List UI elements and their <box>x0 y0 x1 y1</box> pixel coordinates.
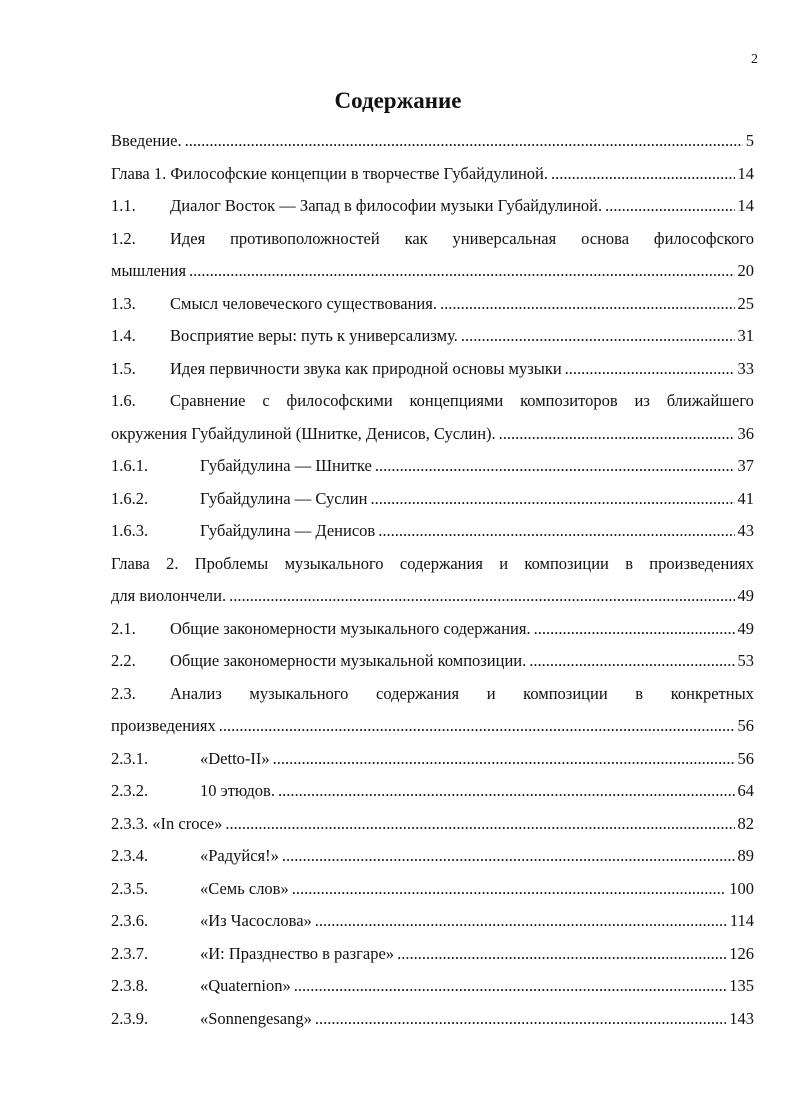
toc-entry-page: 126 <box>729 943 754 963</box>
toc-entry-number: 2.3.7. <box>111 943 149 963</box>
toc-entry-page: 143 <box>729 1008 754 1028</box>
toc-word: произведениях <box>649 553 754 573</box>
toc-entry-text: Губайдулина — Шнитке <box>200 456 372 475</box>
dot-leader <box>565 359 735 379</box>
toc-entry-page: 49 <box>737 618 754 638</box>
toc-entry-text: Глава 1. Философские концепции в творчестве Губайдулиной. <box>111 163 548 183</box>
toc-word: Глава <box>111 553 150 573</box>
dot-leader <box>315 911 727 931</box>
toc-entry-number: 1.2. <box>111 228 136 248</box>
toc-entry-page: 31 <box>737 326 754 345</box>
toc-entry-page: 14 <box>737 163 754 183</box>
toc-word: как <box>404 228 428 248</box>
toc-entry-2-2[interactable] <box>111 651 754 684</box>
toc-entry-number: 2.3. <box>111 683 136 703</box>
toc-entry-number: 2.2. <box>111 651 136 670</box>
toc-entry-1-6-2[interactable] <box>111 489 754 522</box>
toc-entry-2-1[interactable] <box>111 619 754 652</box>
toc-entry-text: Общие закономерности музыкального содержания. <box>170 618 531 638</box>
toc-word: противоположностей <box>230 228 380 248</box>
toc-word: музыкального <box>284 553 384 573</box>
dot-leader <box>185 131 743 151</box>
toc-entry-text: Общие закономерности музыкальной композиции. <box>170 651 527 670</box>
toc-entry-page: 33 <box>737 358 754 378</box>
toc-word: основа <box>581 228 630 248</box>
dot-leader <box>294 976 727 996</box>
toc-word: и <box>499 553 509 573</box>
dot-leader <box>378 521 734 541</box>
dot-leader <box>375 456 735 476</box>
toc-entry-number: 1.6.2. <box>111 488 149 508</box>
toc-entry-text: «Из Часослова» <box>200 911 312 930</box>
toc-entry-number: 2.3.1. <box>111 748 149 768</box>
dot-leader <box>397 944 726 964</box>
toc-entry-page: 36 <box>737 423 754 443</box>
toc-entry-number: 2.1. <box>111 618 136 638</box>
toc-entry-text: «Радуйся!» <box>200 846 279 865</box>
dot-leader <box>282 846 735 866</box>
dot-leader <box>219 716 735 736</box>
dot-leader <box>292 879 727 899</box>
toc-entry-number: 1.5. <box>111 358 136 378</box>
toc-word: и <box>486 683 496 703</box>
toc-word: в <box>625 553 633 573</box>
toc-entry-number: 1.6. <box>111 391 136 410</box>
toc-word: универсальная <box>452 228 557 248</box>
toc-entry-number: 2.3.6. <box>111 911 149 930</box>
toc-entry-number: 2.3.8. <box>111 976 149 995</box>
toc-entry-number: 2.3.5. <box>111 878 149 898</box>
toc-word: Сравнение <box>170 391 246 410</box>
dot-leader <box>278 781 735 801</box>
toc-entry-page: 49 <box>737 586 754 605</box>
toc-entry-1-6[interactable] <box>111 391 754 456</box>
toc-entry-number: 1.6.1. <box>111 456 149 475</box>
toc-entry-text: Смысл человеческого существования. <box>170 293 437 313</box>
toc-entry-page: 14 <box>737 196 754 215</box>
dot-leader <box>189 261 734 281</box>
toc-entry-chapter-1[interactable] <box>111 164 754 197</box>
toc-entry-page: 56 <box>737 748 754 768</box>
toc-entry-text: «Семь слов» <box>200 878 289 898</box>
table-of-contents <box>111 131 754 1041</box>
toc-entry-text: «И: Празднество в разгаре» <box>200 943 395 963</box>
toc-entry-chapter-2[interactable] <box>111 554 754 619</box>
dot-leader <box>273 749 735 769</box>
toc-entry-text-continued: для виолончели. <box>111 586 227 605</box>
toc-entry-number: 1.1. <box>111 196 136 215</box>
toc-word: философскими <box>286 391 393 410</box>
dot-leader <box>370 489 734 509</box>
toc-entry-page: 43 <box>737 521 754 540</box>
toc-entry-page: 89 <box>737 846 754 865</box>
toc-entry-page: 25 <box>737 293 754 313</box>
toc-entry-2-3-9[interactable] <box>111 1009 754 1042</box>
toc-entry-2-3-8[interactable] <box>111 976 754 1009</box>
toc-entry-2-3-2[interactable] <box>111 781 754 814</box>
toc-word: ближайшего <box>666 391 754 410</box>
toc-entry-text: Введение. <box>111 131 182 150</box>
toc-word: содержания <box>399 553 483 573</box>
toc-entry-text: Губайдулина — Суслин <box>200 488 368 508</box>
dot-leader <box>225 814 734 834</box>
toc-entry-1-1[interactable] <box>111 196 754 229</box>
toc-word: музыкального <box>249 683 349 703</box>
dot-leader <box>605 196 734 216</box>
toc-entry-number: 2.3.4. <box>111 846 149 865</box>
toc-entry-page: 64 <box>737 781 754 800</box>
toc-entry-text: 10 этюдов. <box>200 781 275 800</box>
toc-entry-page: 114 <box>729 911 754 930</box>
toc-entry-1-2[interactable] <box>111 229 754 294</box>
toc-word: Идея <box>170 228 206 248</box>
toc-entry-2-3-4[interactable] <box>111 846 754 879</box>
toc-entry-page: 37 <box>737 456 754 475</box>
toc-word: концепциями <box>409 391 504 410</box>
page-number: 2 <box>751 52 758 67</box>
toc-entry-page: 20 <box>737 261 754 280</box>
dot-leader <box>551 164 735 184</box>
toc-entry-2-3-3[interactable] <box>111 814 754 847</box>
toc-entry-text: 2.3.3. «In croce» <box>111 813 223 833</box>
toc-entry-text: «Detto-II» <box>200 748 270 768</box>
dot-leader <box>534 619 735 639</box>
toc-word: композиторов <box>520 391 618 410</box>
toc-entry-text-continued: мышления <box>111 261 187 280</box>
toc-entry-text: Идея первичности звука как природной основы музыки <box>170 358 562 378</box>
toc-entry-2-3[interactable] <box>111 684 754 749</box>
toc-entry-2-3-5[interactable] <box>111 879 754 912</box>
toc-entry-text: «Quaternion» <box>200 976 291 995</box>
toc-entry-page: 82 <box>737 813 754 833</box>
toc-entry-2-3-7[interactable] <box>111 944 754 977</box>
toc-entry-2-3-6[interactable] <box>111 911 754 944</box>
toc-word: композиции <box>524 553 609 573</box>
toc-entry-1-4[interactable] <box>111 326 754 359</box>
dot-leader <box>461 326 735 346</box>
toc-entry-number: 1.3. <box>111 293 136 313</box>
toc-word: философского <box>653 228 754 248</box>
toc-entry-number: 1.6.3. <box>111 521 149 540</box>
toc-word: Проблемы <box>194 553 269 573</box>
toc-entry-2-3-1[interactable] <box>111 749 754 782</box>
toc-word: в <box>635 683 644 703</box>
toc-word: композиции <box>523 683 608 703</box>
toc-entry-1-6-3[interactable] <box>111 521 754 554</box>
toc-entry-page: 41 <box>737 488 754 508</box>
toc-entry-1-5[interactable] <box>111 359 754 392</box>
toc-entry-page: 53 <box>737 651 754 670</box>
toc-entry-text: Диалог Восток — Запад в философии музыки Губайдулиной. <box>170 196 603 215</box>
toc-entry-1-3[interactable] <box>111 294 754 327</box>
toc-word: из <box>634 391 650 410</box>
page-title: Содержание <box>334 88 462 113</box>
toc-entry-page: 5 <box>745 131 754 150</box>
toc-entry-text: «Sonnengesang» <box>200 1008 312 1028</box>
dot-leader <box>229 586 734 606</box>
toc-entry-1-6-1[interactable] <box>111 456 754 489</box>
toc-word: Анализ <box>170 683 222 703</box>
toc-word: содержания <box>376 683 460 703</box>
toc-entry-text: Губайдулина — Денисов <box>200 521 376 540</box>
toc-entry-text-continued: произведениях <box>111 716 216 735</box>
toc-entry-page: 135 <box>729 976 754 995</box>
toc-entry-number: 2.3.9. <box>111 1008 149 1028</box>
toc-entry-page: 56 <box>737 716 754 735</box>
toc-entry-text-continued: окружения Губайдулиной (Шнитке, Денисов, Суслин). <box>111 423 496 443</box>
toc-word: 2. <box>166 553 179 573</box>
dot-leader <box>315 1009 726 1029</box>
toc-entry-text: Восприятие веры: путь к универсализму. <box>170 326 458 345</box>
toc-entry-number: 1.4. <box>111 326 136 345</box>
toc-entry-intro[interactable] <box>111 131 754 164</box>
toc-entry-page: 100 <box>729 878 754 898</box>
toc-word: конкретных <box>670 683 754 703</box>
dot-leader <box>529 651 734 671</box>
dot-leader <box>440 294 735 314</box>
toc-word: с <box>262 391 270 410</box>
dot-leader <box>499 424 735 444</box>
toc-entry-number: 2.3.2. <box>111 781 149 800</box>
